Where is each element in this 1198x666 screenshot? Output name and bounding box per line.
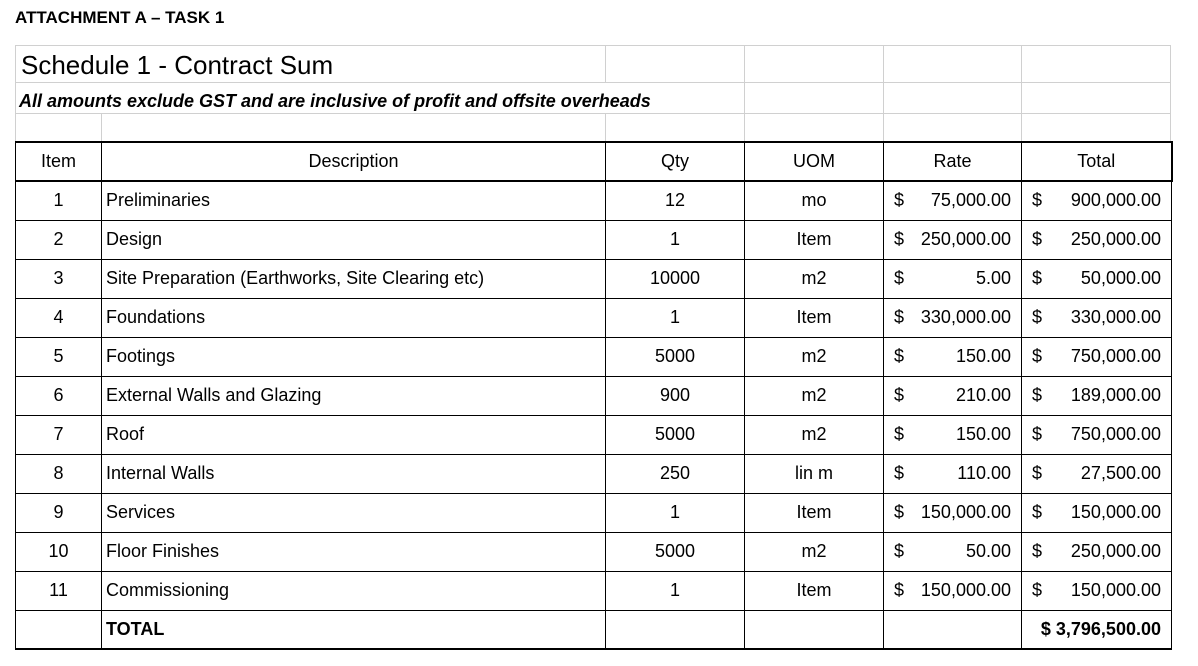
item-description: Commissioning [102, 571, 606, 610]
item-qty: 900 [606, 376, 745, 415]
item-qty: 1 [606, 571, 745, 610]
item-number: 11 [16, 571, 102, 610]
item-rate [884, 532, 1022, 571]
table-row [16, 337, 1172, 376]
table-row [16, 493, 1172, 532]
item-total [1022, 571, 1172, 610]
table-row [16, 415, 1172, 454]
currency-symbol: $ [894, 307, 905, 327]
document-heading: ATTACHMENT A – TASK 1 [15, 8, 225, 27]
table-row [16, 571, 1172, 610]
item-number: 5 [16, 337, 102, 376]
item-qty: 5000 [606, 337, 745, 376]
item-qty: 1 [606, 298, 745, 337]
rate-value: 50.00 [965, 541, 1011, 561]
item-description: Site Preparation (Earthworks, Site Clearing etc) [102, 259, 606, 298]
total-value: 900,000.00 [1070, 190, 1161, 211]
currency-symbol: $ [1032, 385, 1043, 405]
item-rate [884, 415, 1022, 454]
gridline [883, 45, 884, 141]
total-value: 750,000.00 [1070, 424, 1161, 444]
table-row [16, 532, 1172, 571]
currency-symbol: $ [1032, 580, 1043, 600]
item-rate [884, 337, 1022, 376]
item-uom: Item [745, 493, 884, 532]
currency-symbol: $ [1032, 346, 1043, 366]
total-value: 27,500.00 [1080, 463, 1161, 483]
item-total [1022, 220, 1172, 259]
item-uom: Item [745, 571, 884, 610]
total-value: 250,000.00 [1070, 541, 1161, 561]
item-total [1022, 532, 1172, 571]
rate-value: 150.00 [955, 346, 1011, 366]
item-uom: lin m [745, 454, 884, 493]
currency-symbol: $ [894, 190, 905, 211]
currency-symbol: $ [894, 424, 905, 444]
item-qty: 12 [606, 181, 745, 220]
item-description: Services [102, 493, 606, 532]
gridline [101, 113, 102, 141]
table-row [16, 181, 1172, 220]
total-value: 50,000.00 [1080, 268, 1161, 288]
rate-value: 5.00 [975, 268, 1011, 288]
gridline [744, 45, 745, 141]
item-total [1022, 259, 1172, 298]
rate-value: 150,000.00 [920, 580, 1011, 600]
item-description: Roof [102, 415, 606, 454]
item-description: Foundations [102, 298, 606, 337]
total-value: 150,000.00 [1070, 502, 1161, 522]
item-number: 9 [16, 493, 102, 532]
currency-symbol: $ [894, 541, 905, 561]
rate-value: 250,000.00 [920, 229, 1011, 249]
item-number: 1 [16, 181, 102, 220]
total-value: 750,000.00 [1070, 346, 1161, 366]
schedule-title: Schedule 1 - Contract Sum [21, 50, 334, 80]
col-header-total: Total [1022, 142, 1172, 181]
table-row [16, 220, 1172, 259]
item-rate [884, 454, 1022, 493]
item-number: 3 [16, 259, 102, 298]
currency-symbol: $ [1032, 307, 1043, 327]
item-total [1022, 493, 1172, 532]
item-total [1022, 337, 1172, 376]
item-number: 10 [16, 532, 102, 571]
table-row [16, 376, 1172, 415]
item-uom: Item [745, 298, 884, 337]
currency-symbol: $ [1032, 268, 1043, 288]
item-description: Internal Walls [102, 454, 606, 493]
item-description: Footings [102, 337, 606, 376]
currency-symbol: $ [894, 268, 905, 288]
item-total [1022, 454, 1172, 493]
col-header-rate: Rate [884, 142, 1022, 181]
item-uom: Item [745, 220, 884, 259]
currency-symbol: $ [894, 463, 905, 483]
item-total [1022, 181, 1172, 220]
col-header-item: Item [16, 142, 102, 181]
item-rate [884, 220, 1022, 259]
item-number: 7 [16, 415, 102, 454]
item-rate [884, 571, 1022, 610]
item-qty: 5000 [606, 532, 745, 571]
item-description: External Walls and Glazing [102, 376, 606, 415]
total-value: 189,000.00 [1070, 385, 1161, 405]
total-value: $ 3,796,500.00 [1022, 610, 1172, 649]
currency-symbol: $ [1032, 463, 1043, 483]
col-header-qty: Qty [606, 142, 745, 181]
table-header-row [16, 142, 1172, 181]
item-description: Design [102, 220, 606, 259]
item-qty: 5000 [606, 415, 745, 454]
currency-symbol: $ [894, 502, 905, 522]
item-uom: m2 [745, 532, 884, 571]
item-total [1022, 376, 1172, 415]
currency-symbol: $ [894, 229, 905, 249]
gridline [15, 113, 1171, 114]
item-qty: 1 [606, 220, 745, 259]
item-number: 8 [16, 454, 102, 493]
rate-value: 210.00 [955, 385, 1011, 405]
schedule-subtitle: All amounts exclude GST and are inclusive of profit and offsite overheads [19, 91, 651, 111]
col-header-uom: UOM [745, 142, 884, 181]
total-value: 250,000.00 [1070, 229, 1161, 249]
item-rate [884, 298, 1022, 337]
currency-symbol: $ [894, 385, 905, 405]
item-description: Preliminaries [102, 181, 606, 220]
total-label: TOTAL [102, 610, 606, 649]
item-qty: 10000 [606, 259, 745, 298]
gridline [605, 45, 606, 82]
item-uom: m2 [745, 376, 884, 415]
item-total [1022, 298, 1172, 337]
item-rate [884, 259, 1022, 298]
item-uom: m2 [745, 415, 884, 454]
item-rate [884, 181, 1022, 220]
item-rate [884, 376, 1022, 415]
total-value: 150,000.00 [1070, 580, 1161, 600]
currency-symbol: $ [894, 346, 905, 366]
item-rate [884, 493, 1022, 532]
col-header-description: Description [102, 142, 606, 181]
currency-symbol: $ [1032, 190, 1043, 211]
total-value: 330,000.00 [1070, 307, 1161, 327]
item-uom: mo [745, 181, 884, 220]
contract-sum-table [15, 141, 1173, 650]
currency-symbol: $ [1032, 541, 1043, 561]
item-qty: 1 [606, 493, 745, 532]
item-total [1022, 415, 1172, 454]
currency-symbol: $ [1032, 424, 1043, 444]
rate-value: 75,000.00 [930, 190, 1011, 211]
currency-symbol: $ [894, 580, 905, 600]
rate-value: 330,000.00 [920, 307, 1011, 327]
rate-value: 150,000.00 [920, 502, 1011, 522]
rate-value: 150.00 [955, 424, 1011, 444]
item-number: 4 [16, 298, 102, 337]
gridline [605, 113, 606, 141]
currency-symbol: $ [1032, 229, 1043, 249]
table-row [16, 259, 1172, 298]
table-row [16, 298, 1172, 337]
item-description: Floor Finishes [102, 532, 606, 571]
item-number: 2 [16, 220, 102, 259]
total-row [16, 610, 1172, 649]
table-row [16, 454, 1172, 493]
gridline [15, 82, 1171, 83]
currency-symbol: $ [1032, 502, 1043, 522]
item-number: 6 [16, 376, 102, 415]
item-qty: 250 [606, 454, 745, 493]
item-uom: m2 [745, 259, 884, 298]
item-uom: m2 [745, 337, 884, 376]
gridline [1021, 45, 1022, 141]
rate-value: 110.00 [957, 463, 1011, 483]
